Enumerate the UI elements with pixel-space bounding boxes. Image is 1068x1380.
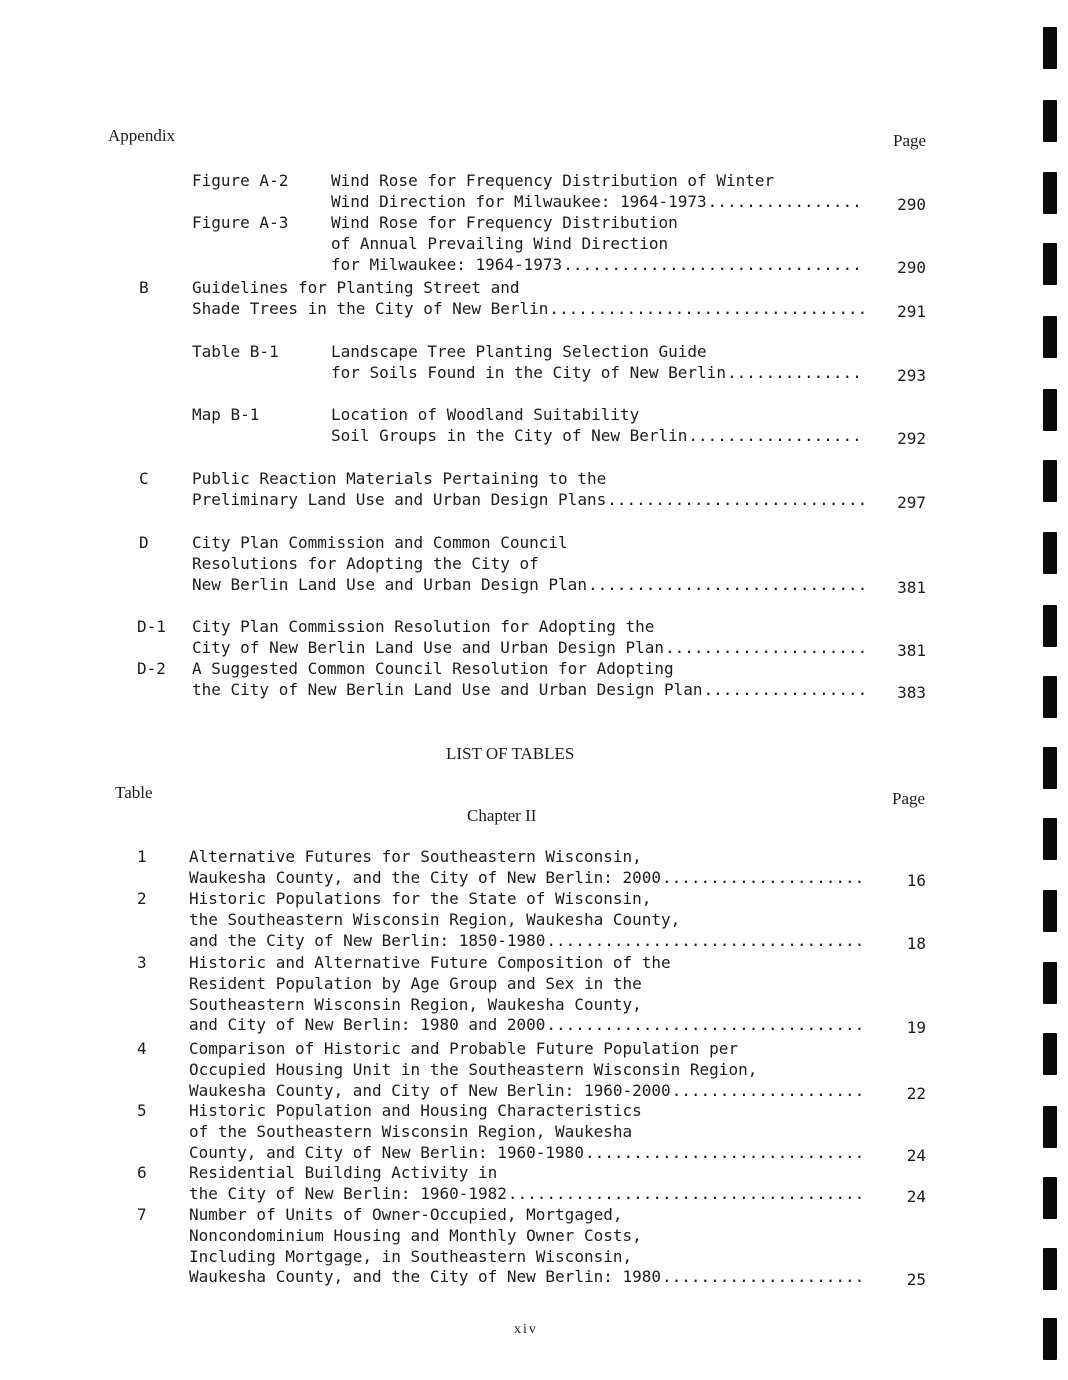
binding-mark [1043, 27, 1057, 69]
binding-mark [1043, 532, 1057, 574]
entry-label: 6 [137, 1163, 147, 1182]
entry-page-number: 24 [906, 1186, 926, 1206]
entry-page-number: 16 [906, 870, 926, 890]
leader-dots: .................... [671, 1080, 865, 1100]
entry-text-line: Resident Population by Age Group and Sex in the [189, 973, 642, 993]
entry-text-line: Waukesha County, and the City of New Berlin: 1980 [189, 1267, 662, 1287]
entry-page-number: 297 [897, 492, 926, 512]
binding-mark [1043, 747, 1057, 789]
binding-mark [1043, 389, 1057, 431]
leader-dots: ................................. [546, 930, 865, 950]
leader-dots: .................. [688, 425, 862, 445]
entry-text-line: City Plan Commission Resolution for Adopting the [192, 617, 655, 636]
binding-mark [1043, 890, 1057, 932]
table-column-heading: Table [115, 783, 153, 802]
entry-text-line: Alternative Futures for Southeastern Wisconsin, [189, 847, 642, 866]
entry-text-line: for Soils Found in the City of New Berlin [331, 362, 726, 382]
binding-mark [1043, 1248, 1057, 1290]
binding-mark [1043, 818, 1057, 860]
entry-label: Table B-1 [192, 342, 279, 361]
entry-label: 1 [137, 847, 147, 866]
entry-label: Figure A-2 [192, 171, 289, 190]
entry-page-number: 381 [897, 640, 926, 660]
entry-page-number: 25 [906, 1270, 926, 1290]
binding-mark [1043, 316, 1057, 358]
entry-text-line: Including Mortgage, in Southeastern Wisconsin, [189, 1246, 633, 1266]
binding-mark [1043, 243, 1057, 285]
leader-dots: ................................. [549, 298, 868, 318]
binding-mark [1043, 676, 1057, 718]
entry-label: Figure A-3 [192, 213, 289, 232]
appendix-page-heading: Page [893, 131, 927, 150]
leader-dots: ..................... [662, 1267, 865, 1287]
tables-page-heading: Page [892, 789, 926, 808]
entry-text-line: Wind Direction for Milwaukee: 1964-1973 [331, 191, 707, 211]
leader-dots: ............................... [563, 254, 862, 274]
leader-dots: ..................................... [507, 1183, 865, 1203]
leader-dots: .............. [726, 362, 862, 382]
entry-label: B [139, 278, 149, 297]
appendix-heading: Appendix [108, 126, 176, 145]
leader-dots: ..................... [662, 867, 865, 887]
leader-dots: ................................. [546, 1015, 865, 1035]
entry-text-line: Number of Units of Owner-Occupied, Mortgaged, [189, 1205, 623, 1224]
entry-text-line: Waukesha County, and the City of New Berlin: 2000 [189, 867, 662, 887]
entry-text-line: Comparison of Historic and Probable Future Population per [189, 1039, 739, 1058]
entry-text-line: Location of Woodland Suitability [331, 405, 640, 424]
entry-label: D [139, 533, 149, 552]
entry-label: 3 [137, 953, 147, 972]
binding-mark [1043, 1318, 1057, 1360]
entry-page-number: 24 [906, 1145, 926, 1165]
entry-text-line: Historic and Alternative Future Composition of the [189, 953, 671, 972]
list-of-tables-title: LIST OF TABLES [446, 744, 575, 763]
entry-text-line: New Berlin Land Use and Urban Design Plan [192, 574, 587, 594]
entry-text-line: County, and City of New Berlin: 1960-1980 [189, 1142, 584, 1162]
entry-text-line: Historic Populations for the State of Wisconsin, [189, 889, 652, 908]
entry-text-line: Public Reaction Materials Pertaining to the [192, 469, 607, 488]
entry-page-number: 291 [897, 301, 926, 321]
binding-mark [1043, 460, 1057, 502]
chapter-heading: Chapter II [467, 806, 537, 825]
entry-text-line: A Suggested Common Council Resolution for Adopting [192, 659, 674, 678]
binding-mark [1043, 100, 1057, 142]
entry-text-line: and the City of New Berlin: 1850-1980 [189, 930, 546, 950]
entry-text-line: and City of New Berlin: 1980 and 2000 [189, 1015, 546, 1035]
entry-page-number: 22 [906, 1083, 926, 1103]
entry-label: D-2 [137, 659, 166, 678]
entry-page-number: 381 [897, 577, 926, 597]
entry-text-line: City Plan Commission and Common Council [192, 533, 568, 552]
page-number: xiv [514, 1322, 538, 1337]
entry-text-line: Wind Rose for Frequency Distribution of Winter [331, 171, 775, 190]
entry-text-line: Preliminary Land Use and Urban Design Plans [192, 489, 607, 509]
entry-text-line: Soil Groups in the City of New Berlin [331, 425, 688, 445]
entry-label: C [139, 469, 149, 488]
entry-text-line: Wind Rose for Frequency Distribution [331, 213, 678, 232]
entry-page-number: 290 [897, 194, 926, 214]
entry-text-line: Noncondominium Housing and Monthly Owner Costs, [189, 1225, 642, 1245]
entry-label: D-1 [137, 617, 166, 636]
entry-page-number: 292 [897, 428, 926, 448]
leader-dots: ................ [707, 191, 862, 211]
entry-page-number: 383 [897, 682, 926, 702]
entry-page-number: 290 [897, 257, 926, 277]
entry-text-line: Historic Population and Housing Characteristics [189, 1101, 642, 1120]
entry-text-line: Landscape Tree Planting Selection Guide [331, 342, 707, 361]
entry-page-number: 19 [906, 1018, 926, 1038]
entry-text-line: the City of New Berlin Land Use and Urban Design Plan [192, 679, 703, 699]
leader-dots: ..................... [665, 637, 868, 657]
binding-mark [1043, 1033, 1057, 1075]
entry-text-line: the City of New Berlin: 1960-1982 [189, 1183, 507, 1203]
leader-dots: ................. [703, 679, 868, 699]
entry-text-line: Southeastern Wisconsin Region, Waukesha County, [189, 994, 642, 1014]
entry-text-line: the Southeastern Wisconsin Region, Waukesha County, [189, 909, 681, 929]
entry-page-number: 293 [897, 365, 926, 385]
binding-mark [1043, 1106, 1057, 1148]
entry-text-line: Resolutions for Adopting the City of [192, 553, 539, 573]
leader-dots: ............................. [587, 574, 868, 594]
entry-text-line: City of New Berlin Land Use and Urban Design Plan [192, 637, 665, 657]
entry-page-number: 18 [906, 933, 926, 953]
binding-mark [1043, 605, 1057, 647]
entry-text-line: Shade Trees in the City of New Berlin [192, 298, 549, 318]
entry-label: Map B-1 [192, 405, 260, 424]
entry-text-line: Waukesha County, and City of New Berlin: 1960-2000 [189, 1080, 671, 1100]
binding-mark [1043, 1177, 1057, 1219]
entry-text-line: Occupied Housing Unit in the Southeastern Wisconsin Region, [189, 1059, 758, 1079]
binding-mark [1043, 172, 1057, 214]
entry-label: 2 [137, 889, 147, 908]
leader-dots: ............................. [584, 1142, 865, 1162]
entry-label: 7 [137, 1205, 147, 1224]
binding-mark [1043, 962, 1057, 1004]
entry-text-line: of the Southeastern Wisconsin Region, Waukesha [189, 1121, 633, 1141]
leader-dots: ........................... [607, 489, 868, 509]
entry-label: 4 [137, 1039, 147, 1058]
entry-label: 5 [137, 1101, 147, 1120]
entry-text-line: Residential Building Activity in [189, 1163, 498, 1182]
entry-text-line: of Annual Prevailing Wind Direction [331, 233, 669, 253]
entry-text-line: for Milwaukee: 1964-1973 [331, 254, 563, 274]
entry-text-line: Guidelines for Planting Street and [192, 278, 520, 297]
